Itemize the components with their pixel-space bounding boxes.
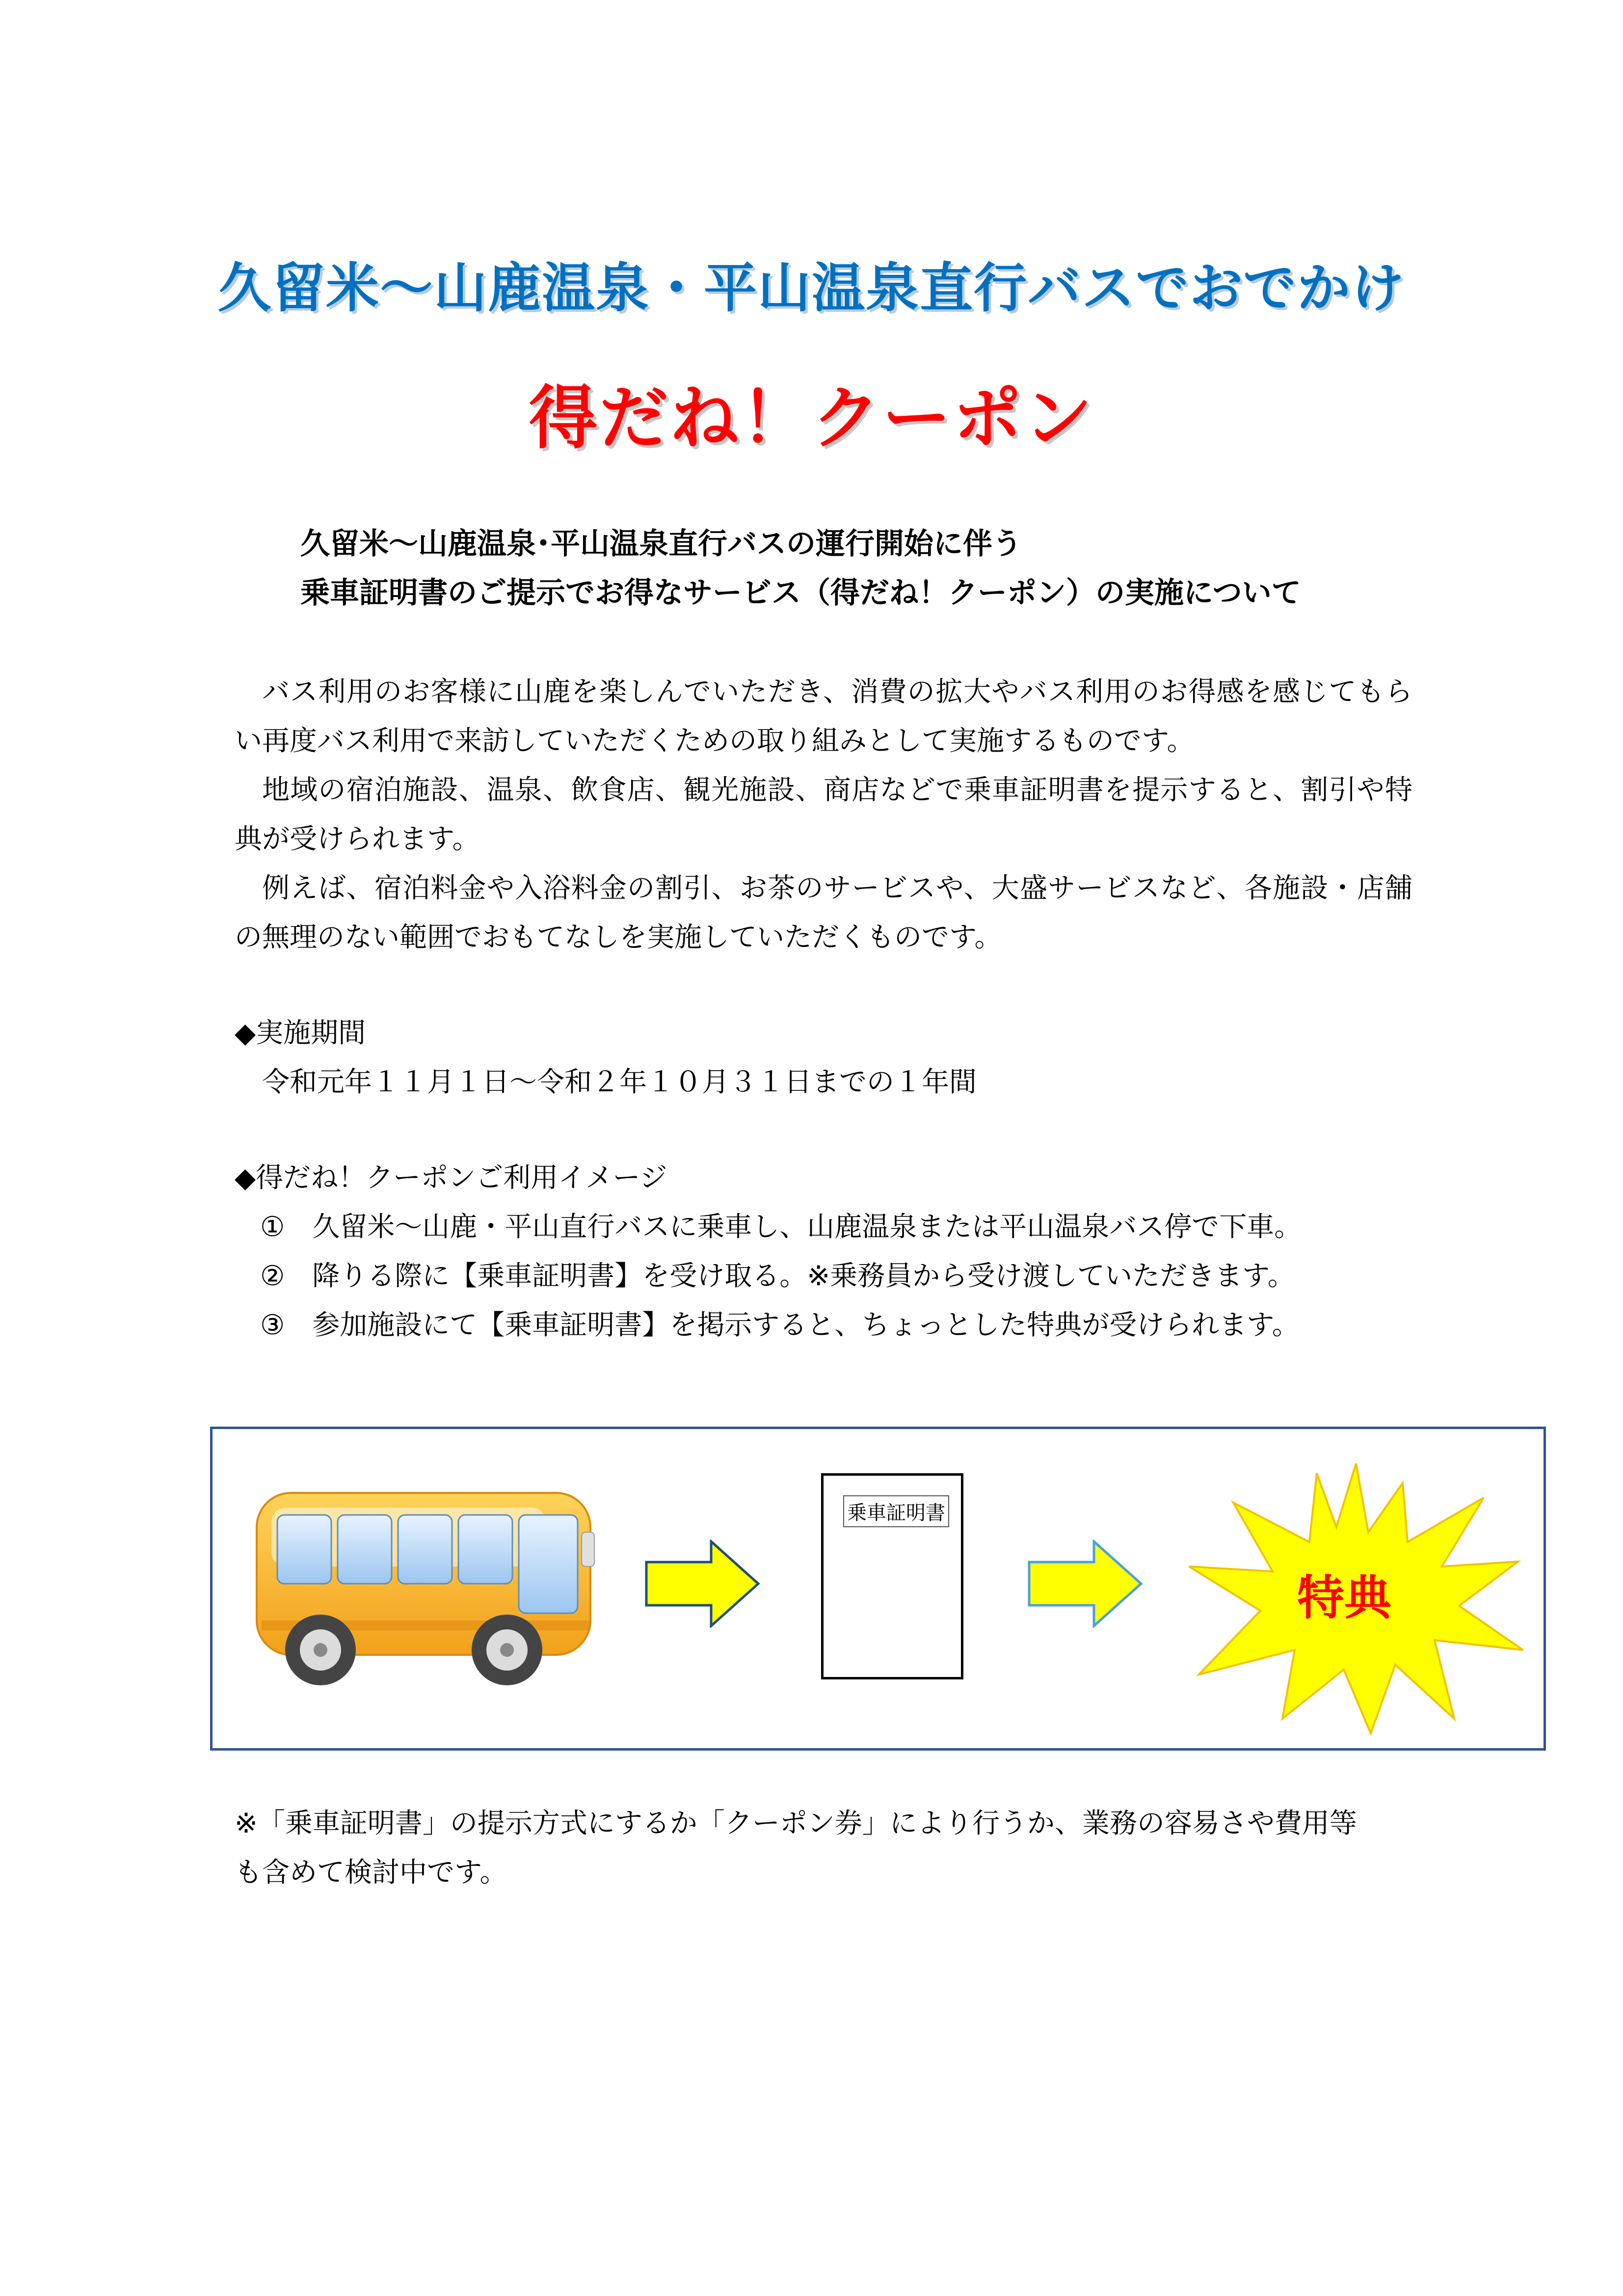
subtitle-line-1: 久留米〜山鹿温泉･平山温泉直行バスの運行開始に伴う	[300, 527, 1022, 561]
intro-paragraph-2: 地域の宿泊施設、温泉、飲食店、観光施設、商店などで乗車証明書を提示すると、割引や特典が受けられます。	[235, 774, 1412, 855]
usage-step-3: ③ 参加施設にて【乗車証明書】を掲示すると、ちょっとした特典が受けられます。	[260, 1309, 1300, 1341]
usage-heading: ◆得だね！クーポンご利用イメージ	[235, 1162, 667, 1194]
coupon-title: 得だね！クーポン	[529, 378, 1094, 459]
arrow-right-icon	[644, 1540, 762, 1628]
note-line-1: ※「乗車証明書」の提示方式にするか「クーポン券」により行うか、業務の容易さや費用等	[235, 1808, 1357, 1839]
usage-step-1: ① 久留米〜山鹿・平山直行バスに乗車し、山鹿温泉または平山温泉バス停で下車。	[260, 1211, 1302, 1243]
usage-diagram	[210, 1427, 1546, 1751]
period-heading: ◆実施期間	[235, 1017, 366, 1049]
main-title: 久留米〜山鹿温泉・平山温泉直行バスでおでかけ	[218, 258, 1405, 319]
subtitle-line-2: 乗車証明書のご提示でお得なサービス（得だね！クーポン）の実施について	[300, 576, 1301, 610]
note-line-2: も含めて検討中です。	[235, 1857, 507, 1889]
intro-paragraph-1: バス利用のお客様に山鹿を楽しんでいただき、消費の拡大やバス利用のお得感を感じてもらい再度バス利用で来訪していただくための取り組みとして実施するものです。	[235, 676, 1412, 757]
usage-step-2: ② 降りる際に【乗車証明書】を受け取る。※乗務員から受け渡していただきます。	[260, 1260, 1295, 1292]
benefit-label: 特典	[1297, 1570, 1391, 1625]
certificate-document	[821, 1473, 963, 1679]
period-text: 令和元年１１月１日〜令和２年１０月３１日までの１年間	[262, 1066, 977, 1098]
bus-icon	[252, 1488, 605, 1694]
certificate-label: 乗車証明書	[843, 1495, 949, 1527]
arrow-right-icon	[1027, 1540, 1145, 1628]
intro-body	[235, 668, 1412, 962]
intro-paragraph-3: 例えば、宿泊料金や入浴料金の割引、お茶のサービスや、大盛サービスなど、各施設・店舗の無理のない範囲でおもてなしを実施していただくものです。	[235, 872, 1412, 953]
